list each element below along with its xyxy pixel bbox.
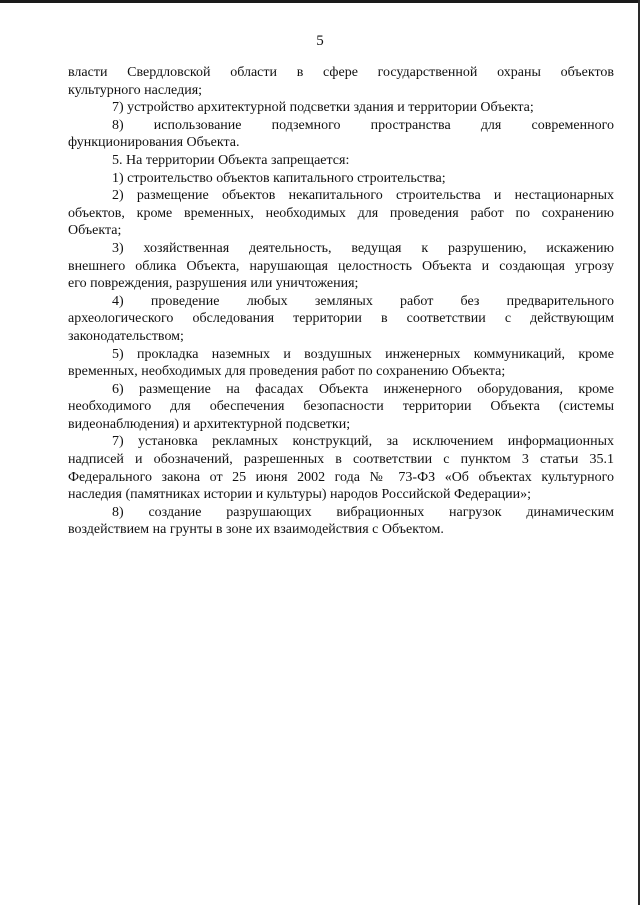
text-line: законодательством; bbox=[68, 328, 184, 344]
scan-top-edge bbox=[0, 0, 640, 3]
page-number: 5 bbox=[316, 33, 324, 49]
text-line: внешнего облика Объекта, нарушающая целостность Объекта и создающая угрозу bbox=[68, 258, 614, 274]
text-line: Федерального закона от 25 июня 2002 года № 73-ФЗ «Об объектах культурного bbox=[68, 469, 614, 485]
text-line: 5) прокладка наземных и воздушных инженерных коммуникаций, кроме bbox=[112, 346, 614, 362]
text-line: 5. На территории Объекта запрещается: bbox=[112, 152, 350, 168]
text-line: воздействием на грунты в зоне их взаимодействия с Объектом. bbox=[68, 522, 444, 538]
text-line: необходимого для обеспечения безопасности территории Объекта (системы bbox=[68, 399, 614, 415]
text-line: функционирования Объекта. bbox=[68, 135, 240, 151]
text-line: власти Свердловской области в сфере государственной охраны объектов bbox=[68, 65, 614, 80]
text-line: временных, необходимых для проведения работ по сохранению Объекта; bbox=[68, 364, 506, 380]
text-line: наследия (памятниках истории и культуры) народов Российской Федерации»; bbox=[68, 487, 532, 503]
text-line: 1) строительство объектов капитального строительства; bbox=[112, 170, 446, 186]
text-line: культурного наследия; bbox=[68, 82, 203, 98]
text-line: видеонаблюдения) и архитектурной подсветки; bbox=[68, 416, 351, 432]
document-body bbox=[68, 64, 614, 539]
text-line: 3) хозяйственная деятельность, ведущая к разрушению, искажению bbox=[112, 240, 614, 256]
text-line: объектов, кроме временных, необходимых для проведения работ по сохранению bbox=[68, 205, 614, 221]
text-line: 7) устройство архитектурной подсветки здания и территории Объекта; bbox=[112, 100, 534, 116]
text-line: 4) проведение любых земляных работ без предварительного bbox=[112, 293, 614, 309]
text-line: 6) размещение на фасадах Объекта инженерного оборудования, кроме bbox=[112, 381, 614, 397]
text-line: 2) размещение объектов некапитального строительства и нестационарных bbox=[112, 188, 614, 204]
text-line: Объекта; bbox=[68, 223, 122, 239]
text-line: археологического обследования территории в соответствии с действующим bbox=[68, 311, 614, 327]
text-line: 7) установка рекламных конструкций, за исключением информационных bbox=[112, 434, 614, 450]
text-line: 8) создание разрушающих вибрационных нагрузок динамическим bbox=[112, 504, 614, 520]
text-line: надписей и обозначений, разрешенных в соответствии с пунктом 3 статьи 35.1 bbox=[68, 452, 614, 468]
text-line: 8) использование подземного пространства для современного bbox=[112, 117, 614, 133]
text-line: его повреждения, разрушения или уничтожения; bbox=[68, 276, 359, 292]
